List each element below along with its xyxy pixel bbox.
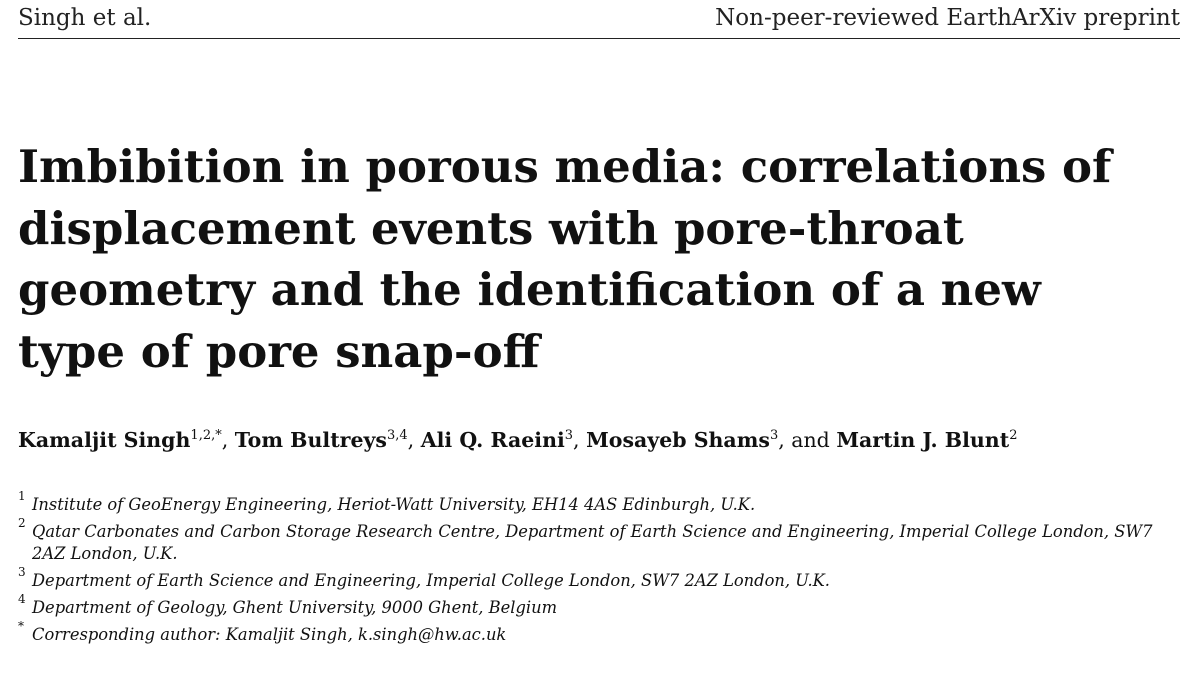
author-name: Ali Q. Raeini bbox=[420, 428, 565, 452]
author-name: Tom Bultreys bbox=[234, 428, 387, 452]
author-affiliation-marks: 2 bbox=[1009, 428, 1018, 443]
author-list bbox=[18, 424, 1183, 460]
affiliation-mark: 2 bbox=[18, 516, 26, 530]
title-line: type of pore snap-off bbox=[18, 324, 540, 378]
running-head-authors: Singh et al. bbox=[18, 5, 152, 31]
header-rule bbox=[18, 38, 1180, 39]
author-affiliation-marks: 3,4 bbox=[386, 428, 408, 443]
author-separator: , bbox=[221, 428, 235, 452]
author-name: Martin J. Blunt bbox=[836, 428, 1010, 452]
author-affiliation-marks: 3 bbox=[769, 428, 779, 443]
author-separator: , bbox=[573, 428, 587, 452]
author-name: Mosayeb Shams bbox=[586, 428, 770, 452]
affiliation-item bbox=[18, 565, 1183, 592]
affiliation-mark: 4 bbox=[18, 592, 26, 606]
corresponding-author-note: Corresponding author: Kamaljit Singh, k.singh@hw.ac.uk bbox=[32, 625, 507, 644]
affiliation-item bbox=[18, 516, 1183, 565]
affiliation-list bbox=[18, 489, 1183, 646]
affiliation-text: Department of Geology, Ghent University, 9000 Ghent, Belgium bbox=[32, 598, 558, 617]
affiliation-item bbox=[18, 592, 1183, 619]
author-affiliation-marks: 3 bbox=[564, 428, 574, 443]
title-line: Imbibition in porous media: correlations of bbox=[18, 140, 1112, 193]
title-line: displacement events with pore-throat bbox=[18, 201, 964, 255]
affiliation-text: Department of Earth Science and Engineering, Imperial College London, SW7 2AZ London, U.K. bbox=[32, 571, 830, 590]
author-affiliation-marks: 1,2,* bbox=[190, 428, 222, 443]
affiliation-mark: 3 bbox=[18, 565, 26, 579]
affiliation-mark: * bbox=[18, 619, 24, 633]
affiliation-text: Qatar Carbonates and Carbon Storage Research Centre, Department of Earth Science and Engineering, Imperial College London, SW7 2AZ London, U.K. bbox=[32, 522, 1153, 563]
author-separator: , and bbox=[778, 428, 837, 452]
author-name: Kamaljit Singh bbox=[18, 428, 191, 452]
paper-title bbox=[18, 136, 1183, 382]
running-head-preprint-note: Non-peer-reviewed EarthArXiv preprint bbox=[715, 5, 1180, 31]
title-line: geometry and the identification of a new bbox=[18, 263, 1041, 316]
author-separator: , bbox=[407, 428, 421, 452]
affiliation-item bbox=[18, 619, 1183, 646]
affiliation-item bbox=[18, 489, 1183, 516]
affiliation-text: Institute of GeoEnergy Engineering, Heriot-Watt University, EH14 4AS Edinburgh, U.K. bbox=[32, 495, 756, 514]
running-head bbox=[18, 4, 1180, 40]
affiliation-mark: 1 bbox=[18, 489, 26, 503]
